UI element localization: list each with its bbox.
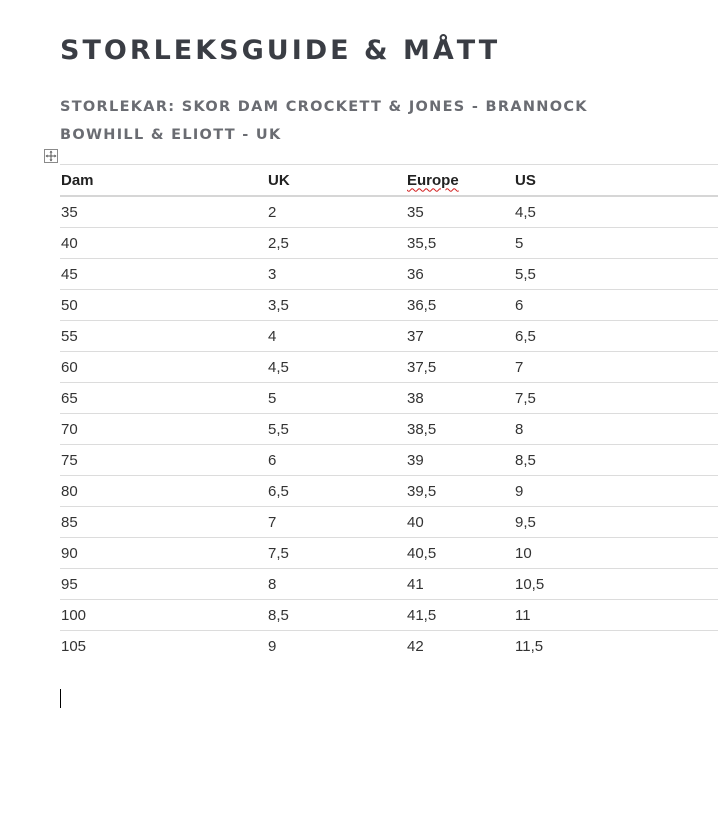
cell-dam[interactable]: 40 — [61, 234, 78, 252]
table-row — [60, 414, 718, 445]
table-row — [60, 507, 718, 538]
table-row — [60, 196, 718, 228]
table-row — [60, 631, 718, 662]
cell-us[interactable]: 5,5 — [515, 265, 536, 283]
cell-europe[interactable]: 38 — [407, 389, 424, 407]
cell-europe[interactable]: 40,5 — [407, 544, 437, 562]
table-row — [60, 538, 718, 569]
subheading-line-1: STORLEKAR: SKOR DAM CROCKETT & JONES - BRANNOCK — [60, 99, 588, 115]
header-dam[interactable]: Dam — [61, 171, 94, 189]
table-move-handle-icon[interactable] — [44, 149, 58, 163]
page-title: STORLEKSGUIDE & MÅTT — [60, 35, 501, 66]
table-row — [60, 383, 718, 414]
cell-europe[interactable]: 37,5 — [407, 358, 437, 376]
table-row — [60, 445, 718, 476]
cell-us[interactable]: 7,5 — [515, 389, 536, 407]
cell-us[interactable]: 11,5 — [515, 637, 544, 655]
header-europe[interactable] — [406, 165, 514, 197]
cell-uk[interactable]: 5 — [268, 389, 277, 407]
cell-uk[interactable]: 7,5 — [268, 544, 289, 562]
cell-us[interactable]: 8 — [515, 420, 524, 438]
cell-us[interactable]: 4,5 — [515, 203, 536, 221]
table-body — [60, 196, 718, 661]
cell-europe[interactable]: 41,5 — [407, 606, 437, 624]
table-row — [60, 600, 718, 631]
cell-dam[interactable]: 80 — [61, 482, 78, 500]
cell-dam[interactable]: 105 — [61, 637, 87, 655]
cell-us[interactable]: 9 — [515, 482, 524, 500]
cell-us[interactable]: 7 — [515, 358, 524, 376]
cell-dam[interactable]: 70 — [61, 420, 78, 438]
cell-dam[interactable]: 90 — [61, 544, 78, 562]
cell-uk[interactable]: 6 — [268, 451, 277, 469]
cell-europe[interactable]: 36 — [407, 265, 424, 283]
move-cross-icon — [45, 150, 57, 162]
table-row — [60, 569, 718, 600]
cell-uk[interactable]: 4,5 — [268, 358, 289, 376]
cell-dam[interactable]: 85 — [61, 513, 78, 531]
cell-dam[interactable]: 65 — [61, 389, 78, 407]
cell-europe[interactable]: 42 — [407, 637, 424, 655]
table-row — [60, 290, 718, 321]
cell-europe[interactable]: 41 — [407, 575, 424, 593]
cell-uk[interactable]: 8 — [268, 575, 277, 593]
cell-dam[interactable]: 60 — [61, 358, 78, 376]
size-table — [60, 164, 718, 661]
cell-europe[interactable]: 39 — [407, 451, 424, 469]
cell-uk[interactable]: 2 — [268, 203, 277, 221]
header-europe-text: Europe — [407, 171, 459, 189]
cell-dam[interactable]: 50 — [61, 296, 78, 314]
cell-uk[interactable]: 4 — [268, 327, 277, 345]
cell-uk[interactable]: 3 — [268, 265, 277, 283]
cell-us[interactable]: 5 — [515, 234, 524, 252]
cell-dam[interactable]: 35 — [61, 203, 78, 221]
table-row — [60, 228, 718, 259]
cell-europe[interactable]: 40 — [407, 513, 424, 531]
table-row — [60, 321, 718, 352]
cell-us[interactable]: 10,5 — [515, 575, 545, 593]
cell-europe[interactable]: 39,5 — [407, 482, 437, 500]
cell-uk[interactable]: 9 — [268, 637, 277, 655]
table-header-row — [60, 165, 718, 197]
cell-dam[interactable]: 95 — [61, 575, 78, 593]
cell-us[interactable]: 11 — [515, 606, 531, 624]
header-us[interactable]: US — [515, 171, 536, 189]
subheading-line-2: BOWHILL & ELIOTT - UK — [60, 127, 282, 143]
cell-uk[interactable]: 7 — [268, 513, 277, 531]
cell-uk[interactable]: 5,5 — [268, 420, 289, 438]
table-row — [60, 259, 718, 290]
cell-dam[interactable]: 75 — [61, 451, 78, 469]
cell-europe[interactable]: 37 — [407, 327, 424, 345]
header-uk[interactable]: UK — [268, 171, 290, 189]
cell-dam[interactable]: 55 — [61, 327, 78, 345]
cell-europe[interactable]: 36,5 — [407, 296, 437, 314]
cell-uk[interactable]: 3,5 — [268, 296, 289, 314]
cell-europe[interactable]: 35 — [407, 203, 424, 221]
cell-uk[interactable]: 6,5 — [268, 482, 289, 500]
cell-us[interactable]: 8,5 — [515, 451, 536, 469]
cell-dam[interactable]: 45 — [61, 265, 78, 283]
cell-us[interactable]: 9,5 — [515, 513, 536, 531]
cell-us[interactable]: 6,5 — [515, 327, 536, 345]
cell-dam[interactable]: 100 — [61, 606, 87, 624]
cell-uk[interactable]: 2,5 — [268, 234, 289, 252]
cell-europe[interactable]: 38,5 — [407, 420, 437, 438]
text-cursor — [60, 689, 61, 708]
cell-us[interactable]: 10 — [515, 544, 532, 562]
cell-us[interactable]: 6 — [515, 296, 524, 314]
table-row — [60, 476, 718, 507]
cell-europe[interactable]: 35,5 — [407, 234, 437, 252]
cell-uk[interactable]: 8,5 — [268, 606, 289, 624]
table-row — [60, 352, 718, 383]
